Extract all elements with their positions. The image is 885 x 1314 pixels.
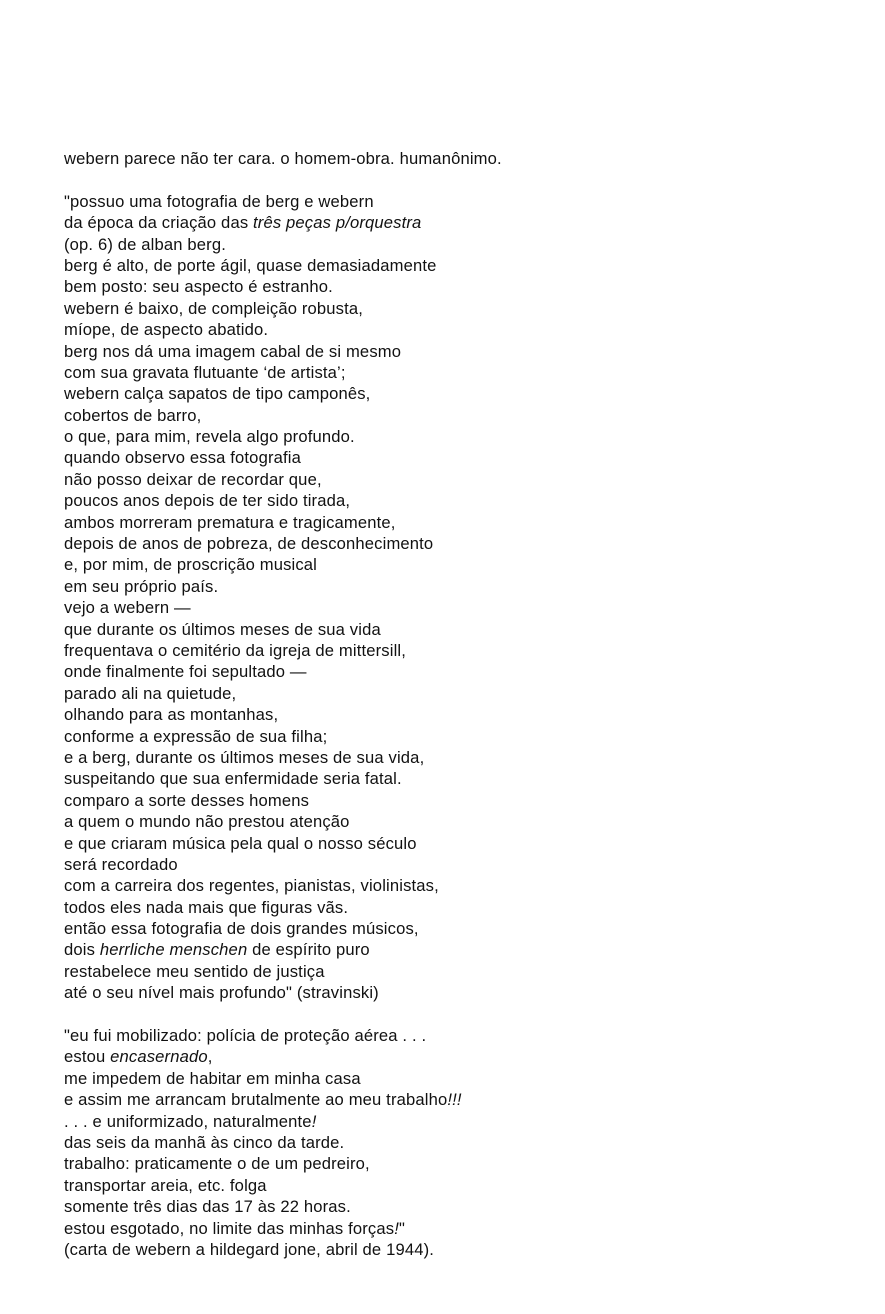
italic-text: três peças p/orquestra [253, 213, 422, 233]
text-segment: cobertos de barro, [64, 405, 202, 425]
text-segment: conforme a expressão de sua filha; [64, 726, 328, 746]
text-segment: o que, para mim, revela algo profundo. [64, 427, 355, 447]
text-line [64, 768, 864, 789]
text-segment: (op. 6) de alban berg. [64, 234, 226, 254]
text-segment: frequentava o cemitério da igreja de mittersill, [64, 640, 406, 660]
text-segment: somente três dias das 17 às 22 horas. [64, 1197, 351, 1217]
text-segment: então essa fotografia de dois grandes músicos, [64, 919, 419, 939]
text-line [64, 640, 864, 661]
text-line [64, 1068, 864, 1089]
text-line [64, 1196, 864, 1217]
text-segment: que durante os últimos meses de sua vida [64, 619, 381, 639]
italic-text: ! [394, 1218, 399, 1238]
text-line [64, 341, 864, 362]
text-segment: webern calça sapatos de tipo camponês, [64, 384, 371, 404]
text-line [64, 362, 864, 383]
text-line [64, 747, 864, 768]
text-line [64, 554, 864, 575]
text-segment: , [207, 1047, 213, 1067]
text-segment: poucos anos depois de ter sido tirada, [64, 491, 351, 511]
text-line [64, 1046, 864, 1067]
text-line [64, 661, 864, 682]
text-line [64, 426, 864, 447]
text-segment: suspeitando que sua enfermidade seria fatal. [64, 769, 402, 789]
text-segment: webern é baixo, de compleição robusta, [64, 298, 364, 318]
text-segment: todos eles nada mais que figuras vãs. [64, 897, 349, 917]
text-line [64, 576, 864, 597]
text-segment: ambos morreram prematura e tragicamente, [64, 512, 396, 532]
text-line [64, 854, 864, 875]
text-line [64, 255, 864, 276]
text-line [64, 212, 864, 233]
text-segment: com a carreira dos regentes, pianistas, violinistas, [64, 876, 439, 896]
text-segment: estou esgotado, no limite das minhas forças [64, 1218, 395, 1238]
text-line [64, 897, 864, 918]
text-line [64, 469, 864, 490]
text-segment: " [398, 1218, 406, 1238]
text-line [64, 918, 864, 939]
text-segment: e que criaram música pela qual o nosso século [64, 833, 417, 853]
text-line [64, 790, 864, 811]
text-line [64, 234, 864, 255]
webern-letter-quote [64, 1025, 864, 1260]
text-segment: "possuo uma fotografia de berg e webern [64, 191, 374, 211]
text-line [64, 1153, 864, 1174]
text-segment: comparo a sorte desses homens [64, 790, 310, 810]
text-line [64, 298, 864, 319]
text-line [64, 405, 864, 426]
text-segment: a quem o mundo não prestou atenção [64, 812, 350, 832]
text-line [64, 704, 864, 725]
text-line [64, 597, 864, 618]
text-line [64, 276, 864, 297]
text-segment: (carta de webern a hildegard jone, abril de 1944). [64, 1239, 435, 1259]
text-line [64, 1239, 864, 1260]
text-segment: trabalho: praticamente o de um pedreiro, [64, 1154, 370, 1174]
text-line [64, 683, 864, 704]
text-line [64, 1089, 864, 1110]
text-segment: berg é alto, de porte ágil, quase demasiadamente [64, 255, 437, 275]
text-line [64, 1025, 864, 1046]
text-segment: "eu fui mobilizado: polícia de proteção aérea . . . [64, 1026, 427, 1046]
text-segment: transportar areia, etc. folga [64, 1175, 267, 1195]
text-segment: restabelece meu sentido de justiça [64, 961, 325, 981]
text-segment: com sua gravata flutuante ‘de artista’; [64, 362, 346, 382]
text-line [64, 961, 864, 982]
stanza-break [64, 169, 864, 190]
stravinski-quote [64, 191, 864, 1004]
text-segment: da época da criação das [64, 213, 254, 233]
text-segment: estou [64, 1047, 111, 1067]
text-segment: e a berg, durante os últimos meses de sua vida, [64, 747, 425, 767]
text-line [64, 490, 864, 511]
text-line [64, 939, 864, 960]
text-segment: parado ali na quietude, [64, 683, 237, 703]
text-line [64, 512, 864, 533]
text-segment: dois [64, 940, 100, 960]
text-line [64, 833, 864, 854]
intro-line: webern parece não ter cara. o homem-obra. humanônimo. [64, 149, 502, 168]
text-segment: não posso deixar de recordar que, [64, 469, 322, 489]
text-line [64, 319, 864, 340]
text-segment: . . . e uniformizado, naturalmente [64, 1111, 312, 1131]
text-line [64, 1132, 864, 1153]
italic-text: encasernado [110, 1047, 208, 1067]
document-text [64, 148, 864, 1260]
text-segment: berg nos dá uma imagem cabal de si mesmo [64, 341, 402, 361]
text-segment: me impedem de habitar em minha casa [64, 1068, 361, 1088]
italic-text: herrliche menschen [99, 940, 248, 960]
text-line [64, 1175, 864, 1196]
text-segment: das seis da manhã às cinco da tarde. [64, 1132, 345, 1152]
text-line [64, 533, 864, 554]
text-segment: em seu próprio país. [64, 576, 219, 596]
text-line [64, 1218, 864, 1239]
text-segment: quando observo essa fotografia [64, 448, 301, 468]
text-segment: bem posto: seu aspecto é estranho. [64, 277, 333, 297]
text-line [64, 1111, 864, 1132]
text-line [64, 383, 864, 404]
text-line [64, 726, 864, 747]
text-segment: de espírito puro [247, 940, 370, 960]
text-segment: depois de anos de pobreza, de desconhecimento [64, 534, 434, 554]
text-segment: até o seu nível mais profundo" (stravinski) [64, 983, 379, 1003]
text-segment: e, por mim, de proscrição musical [64, 555, 318, 575]
text-line [64, 191, 864, 212]
text-line [64, 619, 864, 640]
text-line [64, 982, 864, 1003]
stanza-break [64, 1004, 864, 1025]
text-segment: será recordado [64, 854, 178, 874]
text-line [64, 447, 864, 468]
italic-text: !!! [447, 1090, 462, 1110]
text-segment: onde finalmente foi sepultado — [64, 662, 307, 682]
italic-text: ! [311, 1111, 317, 1131]
text-segment: míope, de aspecto abatido. [64, 320, 269, 340]
text-line [64, 875, 864, 896]
text-line [64, 811, 864, 832]
text-segment: e assim me arrancam brutalmente ao meu trabalho [64, 1090, 448, 1110]
text-segment: vejo a webern — [64, 598, 191, 618]
text-segment: olhando para as montanhas, [64, 705, 279, 725]
